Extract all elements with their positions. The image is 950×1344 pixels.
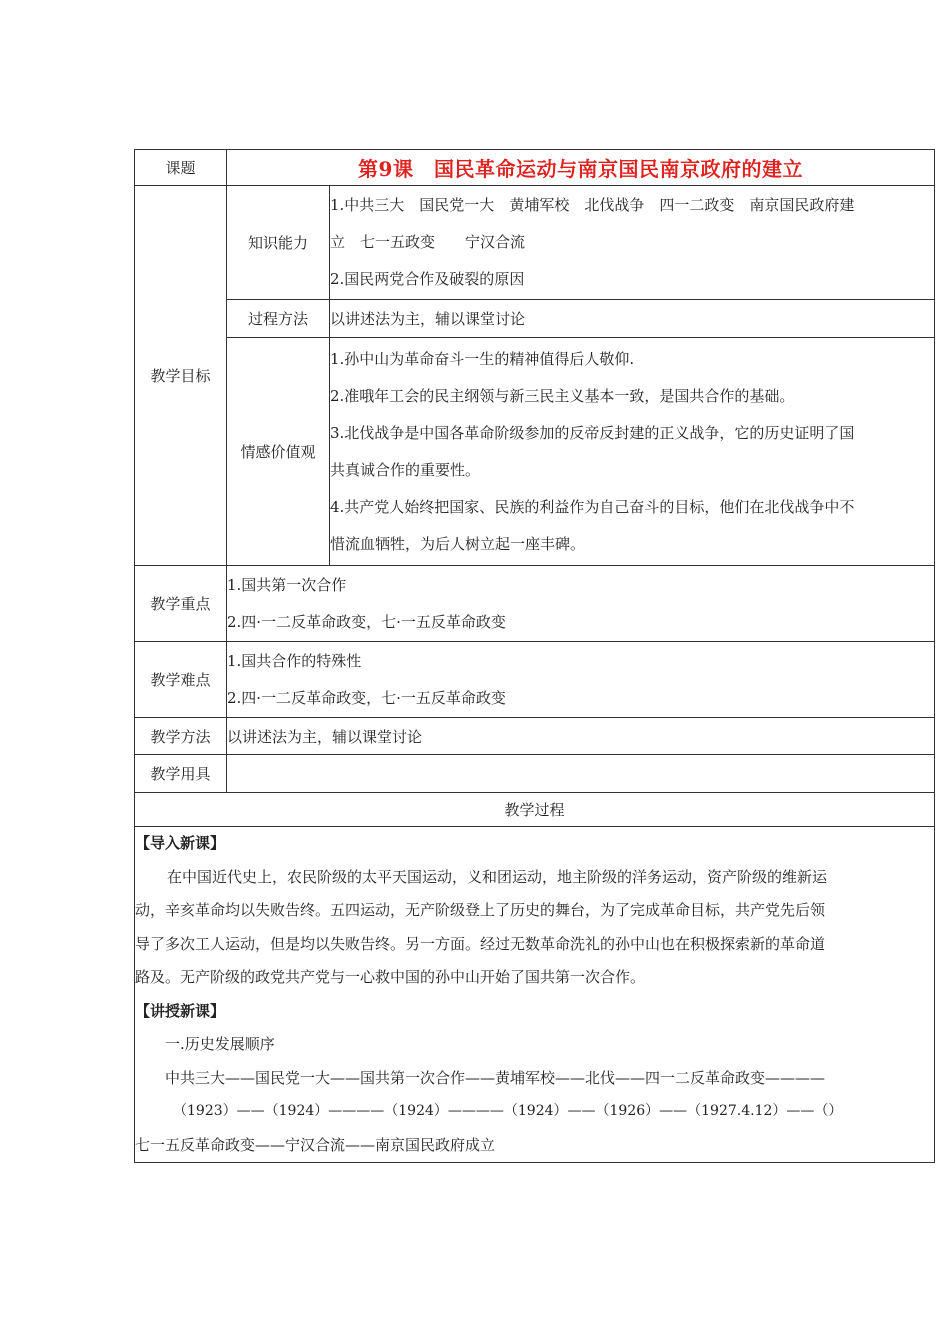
method-label: 教学方法 xyxy=(135,718,227,755)
emotion-line: 1.孙中山为革命奋斗一生的精神值得后人敬仰. xyxy=(330,349,635,368)
key-points-label: 教学重点 xyxy=(135,566,227,642)
emotion-line: 惜流血牺牲，为后人树立起一座丰碑。 xyxy=(330,534,586,553)
new-lesson-heading: 【讲授新课】 xyxy=(135,1001,226,1020)
key-point-line: 1.国共第一次合作 xyxy=(227,575,347,594)
key-points-row xyxy=(135,566,935,642)
key-point-line: 2.四·一二反革命政变，七·一五反革命政变 xyxy=(227,612,506,631)
emotion-label: 情感价值观 xyxy=(227,338,330,566)
method-row xyxy=(135,718,935,755)
difficulties-row xyxy=(135,642,935,718)
knowledge-label: 知识能力 xyxy=(227,186,330,300)
lesson-plan-table xyxy=(134,149,935,1163)
emotion-line: 共真诚合作的重要性。 xyxy=(330,460,481,479)
process-heading-row xyxy=(135,793,935,827)
knowledge-content xyxy=(330,186,935,300)
process-method-text: 以讲述法为主，辅以课堂讨论 xyxy=(330,300,935,338)
sequence-line-2: 七一五反革命政变——宁汉合流——南京国民政府成立 xyxy=(135,1135,496,1154)
intro-line: 在中国近代史上，农民阶级的太平天国运动，义和团运动，地主阶级的洋务运动，资产阶级的维新运 xyxy=(167,867,828,886)
process-method-label: 过程方法 xyxy=(227,300,330,338)
difficulty-line: 2.四·一二反革命政变，七·一五反革命政变 xyxy=(227,688,506,707)
intro-line: 路及。无产阶级的政党共产党与一心救中国的孙中山开始了国共第一次合作。 xyxy=(135,968,646,986)
method-text: 以讲述法为主，辅以课堂讨论 xyxy=(227,718,935,755)
emotion-row xyxy=(135,338,935,566)
sub-heading: 一.历史发展顺序 xyxy=(165,1035,275,1053)
knowledge-line: 1.中共三大 国民党一大 黄埔军校 北伐战争 四一二政变 南京国民政府建 xyxy=(330,196,855,214)
difficulties-content xyxy=(227,642,935,718)
emotion-line: 4.共产党人始终把国家、民族的利益作为自己奋斗的目标，他们在北伐战争中不 xyxy=(330,497,855,516)
tools-row xyxy=(135,755,935,793)
knowledge-line: 立 七一五政变 宁汉合流 xyxy=(330,233,526,251)
difficulty-line: 1.国共合作的特殊性 xyxy=(227,651,362,670)
lesson-title: 第9课 国民革命运动与南京国民南京政府的建立 xyxy=(227,150,935,186)
process-body xyxy=(135,827,935,1163)
intro-line: 动，辛亥革命均以失败告终。五四运动，无产阶级登上了历史的舞台，为了完成革命目标，共产党先后领 xyxy=(135,901,826,919)
process-body-row xyxy=(135,827,935,1163)
process-method-row xyxy=(135,300,935,338)
sequence-line: 中共三大——国民党一大——国共第一次合作——黄埔军校——北伐——四一二反革命政变———— xyxy=(165,1068,826,1087)
emotion-line: 2.准哦年工会的民主纲领与新三民主义基本一致，是国共合作的基础。 xyxy=(330,386,795,405)
years-line: （1923）——（1924）————（1924）————（1924）——（1926）——（1927.4.12）——（） xyxy=(173,1103,843,1119)
emotion-content xyxy=(330,338,935,566)
title-row xyxy=(135,150,935,186)
knowledge-row xyxy=(135,186,935,300)
lesson-plan-page xyxy=(134,149,934,1163)
process-heading: 教学过程 xyxy=(135,793,935,827)
tools-text xyxy=(227,755,935,793)
tools-label: 教学用具 xyxy=(135,755,227,793)
difficulties-label: 教学难点 xyxy=(135,642,227,718)
intro-heading: 【导入新课】 xyxy=(135,834,226,852)
intro-line: 导了多次工人运动，但是均以失败告终。另一方面。经过无数革命洗礼的孙中山也在积极探索新的革命道 xyxy=(135,934,826,953)
knowledge-line: 2.国民两党合作及破裂的原因 xyxy=(330,270,525,288)
objectives-label: 教学目标 xyxy=(135,186,227,566)
title-label: 课题 xyxy=(135,150,227,186)
key-points-content xyxy=(227,566,935,642)
emotion-line: 3.北伐战争是中国各革命阶级参加的反帝反封建的正义战争，它的历史证明了国 xyxy=(330,423,855,442)
